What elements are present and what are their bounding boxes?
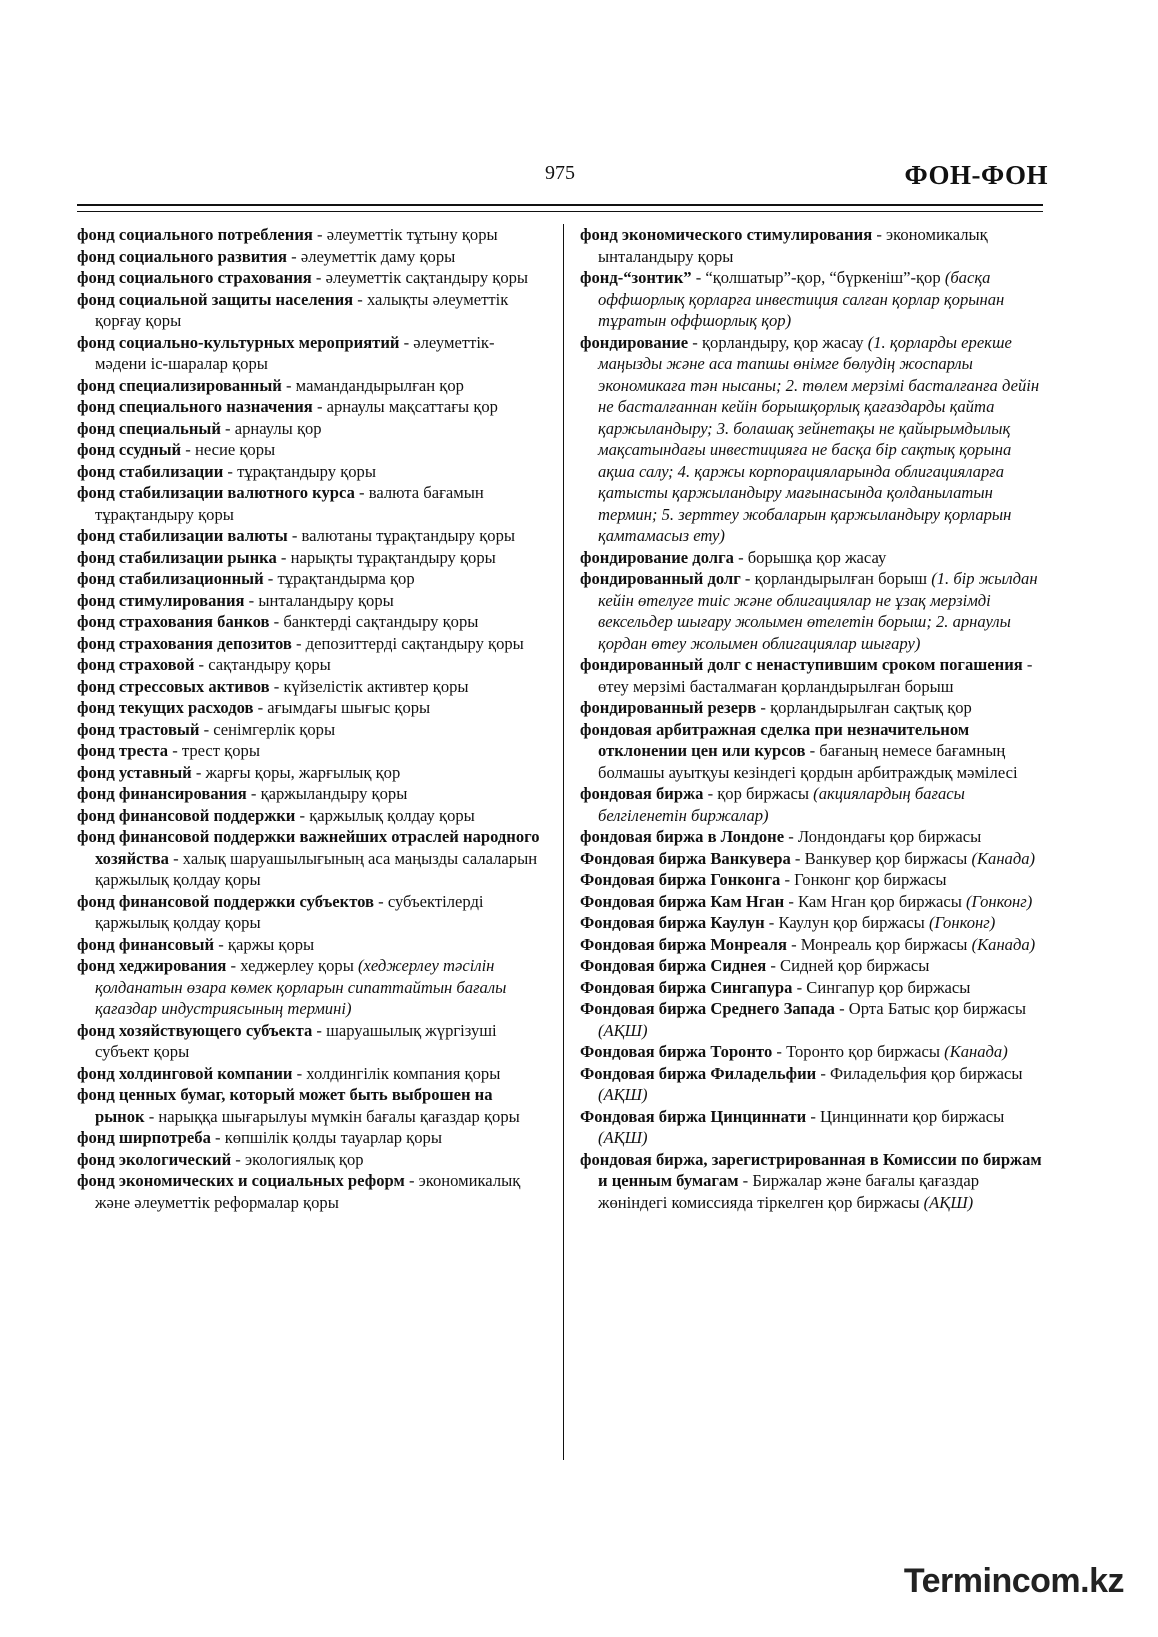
entry-definition: - Лондондағы қор биржасы xyxy=(784,827,982,846)
dictionary-entry xyxy=(580,547,1046,569)
dictionary-entry xyxy=(77,439,543,461)
entry-definition: - Ванкувер қор биржасы xyxy=(790,848,972,868)
entry-definition: - субъектілерді қаржылық қолдау қоры xyxy=(95,891,484,932)
dictionary-entry xyxy=(77,482,543,525)
entry-definition: - әлеуметтік тұтыну қоры xyxy=(312,225,498,244)
dictionary-entry xyxy=(77,289,543,332)
dictionary-entry xyxy=(580,332,1046,547)
entry-term: фонд стабилизации валюты xyxy=(77,526,288,545)
entry-definition: - холдингілік компания қоры xyxy=(292,1063,501,1083)
dictionary-entry xyxy=(77,654,543,676)
entry-term: фонд стабилизации валютного курса xyxy=(77,483,355,502)
entry-term: фонд специального назначения xyxy=(77,397,313,416)
entry-definition: - ынталандыру қоры xyxy=(244,590,394,610)
entry-term: фонд стимулирования xyxy=(77,590,245,610)
entry-definition: - шаруашылық жүргізуші субъект қоры xyxy=(95,1020,497,1061)
entry-term: фонд социального потребления xyxy=(77,225,313,244)
dictionary-entry xyxy=(580,1041,1046,1063)
entry-definition: - қорландырылған сақтық қор xyxy=(756,698,972,717)
dictionary-entry xyxy=(580,955,1046,977)
entry-definition: - көпшілік қолды тауарлар қоры xyxy=(210,1128,442,1147)
entry-definition: - әлеуметтік-мәдени іс-шаралар қоры xyxy=(95,332,495,373)
dictionary-entry xyxy=(77,762,543,784)
entry-definition: - арнаулы мақсаттағы қор xyxy=(312,397,498,416)
entry-definition: - хеджерлеу қоры xyxy=(226,956,358,975)
entry-term: фондированный долг с ненаступившим сроком погашения xyxy=(580,655,1023,674)
entry-term: фонд треста xyxy=(77,741,169,760)
entry-term: Фондовая биржа Гонконга xyxy=(580,870,781,889)
page-number: 975 xyxy=(545,162,575,184)
entry-term: фонд-“зонтик” xyxy=(580,268,692,287)
entry-definition: - Кам Нган қор биржасы xyxy=(784,891,966,911)
dictionary-entry xyxy=(580,654,1046,697)
entry-definition: - халық шаруашылығының аса маңызды салаларын қаржылық қолдау қоры xyxy=(95,848,538,889)
entry-definition: - сенімгерлік қоры xyxy=(199,719,336,739)
dictionary-entry xyxy=(580,267,1046,332)
entry-term: фонд холдинговой компании xyxy=(77,1063,293,1083)
entry-definition: - Монреаль қор биржасы xyxy=(786,934,972,954)
entry-definition: - қорландыру, қор жасау xyxy=(688,332,868,352)
entry-definition: - әлеуметтік даму қоры xyxy=(287,246,456,266)
entry-definition: - экологиялық қор xyxy=(231,1149,364,1169)
entry-definition: - Каулун қор биржасы xyxy=(764,913,929,932)
entry-note: (АҚШ) xyxy=(598,1128,648,1147)
dictionary-entry xyxy=(77,719,543,741)
entry-term: Фондовая биржа Ванкувера xyxy=(580,848,791,868)
entry-term: фонд финансовой поддержки xyxy=(77,805,296,825)
entry-definition: - экономикалық ынталандыру қоры xyxy=(598,225,988,266)
dictionary-entry xyxy=(77,332,543,375)
entry-term: фонд социально-культурных мероприятий xyxy=(77,332,400,352)
entry-term: фонд финансовый xyxy=(77,934,215,954)
entry-term: фонд экономических и социальных реформ xyxy=(77,1171,405,1190)
entry-term: фонд экологический xyxy=(77,1149,232,1169)
entry-definition: - жарғы қоры, жарғылық қор xyxy=(191,762,401,782)
entry-term: Фондовая биржа Каулун xyxy=(580,913,765,932)
entry-term: фондовая биржа, зарегистрированная в Комиссии по биржам и ценным бумагам xyxy=(580,1149,1042,1190)
entry-term: Фондовая биржа Сингапура xyxy=(580,977,793,997)
entry-note: (басқа оффшорлық қорларға инвестиция салған қорлар қорынан тұратын оффшорлық қор) xyxy=(598,268,1005,330)
entry-term: фонд ссудный xyxy=(77,440,182,459)
entry-term: фондирование xyxy=(580,332,689,352)
entry-term: фондовая биржа в Лондоне xyxy=(580,827,785,846)
entry-note: (1. бір жылдан кейін өтелуге тиіс және облигациялар не ұзақ мерзімді вексельдер шығару жолымен өтелетін борыш; 2. арнаулы қордан өтеу жолымен облигациялар шығару) xyxy=(598,569,1038,653)
dictionary-entry xyxy=(77,1063,543,1085)
entry-definition: - Гонконг қор биржасы xyxy=(780,870,947,889)
dictionary-entry xyxy=(580,697,1046,719)
entry-note: (АҚШ) xyxy=(598,1085,648,1104)
entry-definition: - депозиттерді сақтандыру қоры xyxy=(291,633,524,653)
dictionary-entry xyxy=(77,740,543,762)
entry-term: фонд страховой xyxy=(77,655,195,674)
dictionary-entry xyxy=(580,998,1046,1041)
dictionary-entry xyxy=(77,396,543,418)
entry-term: фонд стабилизационный xyxy=(77,569,264,588)
dictionary-entry xyxy=(580,783,1046,826)
entry-definition: - қаржы қоры xyxy=(214,934,315,954)
entry-definition: - қорландырылған борыш xyxy=(740,569,932,588)
entry-term: Фондовая биржа Сиднея xyxy=(580,956,767,975)
dictionary-entry xyxy=(77,676,543,698)
entry-term: фонд уставный xyxy=(77,762,192,782)
entry-term: Фондовая биржа Кам Нган xyxy=(580,891,785,911)
entry-term: фонд финансовой поддержки субъектов xyxy=(77,891,374,911)
watermark-text: Termincom.kz xyxy=(903,1562,1124,1600)
entry-note: (1. қорларды ерекше маңызды және аса тапшы өнімге бөлудің жоспарлы экономикаға тән нысаны; 2. төлем мерзімі басталғанға дейін не басталғаннан кейін борышқорлық қағаздарды қайта қаржыландыру; 3. болашақ зейнетақы не қайырымдылық мақсатындағы инвестицияға не басқа бір сақтық қорына ақша салу; 4. қаржы корпорацияларында облигацияларға қатысты қаржыландыру мағынасында қолданылатын термин; 5. зерттеу жобаларын қаржыландыру қорларын қамтамасыз ету) xyxy=(598,332,1040,545)
dictionary-entry xyxy=(580,719,1046,784)
entry-term: фонд финансирования xyxy=(77,784,247,803)
dictionary-entry xyxy=(77,224,543,246)
dictionary-entry xyxy=(77,525,543,547)
entry-note: (хеджерлеу тәсілін қолданатын өзара көмек қорларын сипаттайтын бағалы қағаздар индустриясының термині) xyxy=(95,956,507,1018)
dictionary-entry xyxy=(77,568,543,590)
watermark-logo xyxy=(904,1562,1124,1601)
entry-definition: - экономикалық және әлеуметтік реформалар қоры xyxy=(95,1171,521,1212)
entry-definition: - несие қоры xyxy=(181,440,276,459)
dictionary-entry xyxy=(77,697,543,719)
dictionary-entry xyxy=(77,934,543,956)
dictionary-entry xyxy=(77,891,543,934)
entry-term: фонд финансовой поддержки важнейших отраслей народного хозяйства xyxy=(77,827,540,868)
entry-term: фонд трастовый xyxy=(77,719,200,739)
dictionary-entry xyxy=(77,805,543,827)
entry-term: фонд социального развития xyxy=(77,246,288,266)
entry-term: фонд специальный xyxy=(77,418,221,438)
entry-definition: - валюта бағамын тұрақтандыру қоры xyxy=(95,483,484,524)
entry-definition: - қор биржасы xyxy=(703,784,814,803)
dictionary-entry xyxy=(580,869,1046,891)
entry-term: фонд хозяйствующего субъекта xyxy=(77,1020,313,1040)
entry-definition: - бағаның немесе бағамның болмашы ауытқуы кезіндегі қордын арбитраждық мәмілесі xyxy=(598,741,1018,782)
entry-definition: - қаржыландыру қоры xyxy=(246,784,408,803)
entry-term: фонд стрессовых активов xyxy=(77,676,270,696)
entry-definition: - Сидней қор биржасы xyxy=(766,956,930,975)
entry-note: (Канада) xyxy=(971,934,1036,954)
entry-term: фондирование долга xyxy=(580,547,734,567)
dictionary-entry xyxy=(77,1020,543,1063)
dictionary-entry xyxy=(580,891,1046,913)
entry-term: фондовая биржа xyxy=(580,784,704,803)
dictionary-entry xyxy=(580,848,1046,870)
entry-definition: - күйзелістік активтер қоры xyxy=(269,676,469,696)
dictionary-entry xyxy=(580,1063,1046,1106)
entry-definition: - ағымдағы шығыс қоры xyxy=(253,698,431,717)
entry-definition: - борышқа қор жасау xyxy=(733,547,887,567)
entry-note: (АҚШ) xyxy=(598,1020,648,1040)
dictionary-entry xyxy=(77,1149,543,1171)
dictionary-entry xyxy=(77,1127,543,1149)
entry-term: фонд текущих расходов xyxy=(77,698,254,717)
entry-definition: - тұрақтандыру қоры xyxy=(223,461,376,481)
dictionary-entry xyxy=(77,826,543,891)
entry-note: (Гонконг) xyxy=(966,891,1033,911)
dictionary-entry xyxy=(77,267,543,289)
entry-term: фонд стабилизации xyxy=(77,461,224,481)
entry-term: фонд хеджирования xyxy=(77,956,227,975)
entry-definition: - мамандандырылған қор xyxy=(281,375,464,395)
entry-term: Фондовая биржа Монреаля xyxy=(580,934,787,954)
dictionary-entry xyxy=(580,977,1046,999)
entry-definition: - банктерді сақтандыру қоры xyxy=(269,612,479,631)
entry-definition: - Орта Батыс қор биржасы xyxy=(834,999,1026,1018)
entry-definition: - Сингапур қор биржасы xyxy=(792,977,971,997)
entry-term: фондовая арбитражная сделка при незначительном отклонении цен или курсов xyxy=(580,719,970,760)
entry-definition: - өтеу мерзімі басталмаған қорландырылған борыш xyxy=(598,655,1033,696)
entry-term: фонд социального страхования xyxy=(77,268,312,287)
entry-definition: - сақтандыру қоры xyxy=(194,655,331,674)
entry-definition: - нарыққа шығарылуы мүмкін бағалы қағаздар қоры xyxy=(144,1106,520,1126)
dictionary-entry xyxy=(77,590,543,612)
dictionary-entry xyxy=(580,1106,1046,1149)
entry-term: фонд страхования банков xyxy=(77,612,270,631)
entry-term: фонд стабилизации рынка xyxy=(77,547,277,567)
entry-definition: - Филадельфия қор биржасы xyxy=(816,1063,1023,1083)
entry-term: Фондовая биржа Филадельфии xyxy=(580,1063,817,1083)
header-guide-words: ФОН-ФОН xyxy=(904,160,1048,190)
left-column xyxy=(77,224,543,1213)
dictionary-entry xyxy=(77,1170,543,1213)
dictionary-entry xyxy=(77,955,543,1020)
dictionary-entry xyxy=(77,783,543,805)
entry-note: (АҚШ) xyxy=(923,1192,974,1212)
entry-note: (акциялардың бағасы белгіленетін биржалар) xyxy=(598,784,965,825)
entry-term: фонд экономического стимулирования xyxy=(580,225,873,244)
right-column xyxy=(580,224,1046,1213)
entry-definition: - әлеуметтік сақтандыру қоры xyxy=(311,268,529,287)
entry-term: фонд социальной защиты населения xyxy=(77,289,354,309)
entry-definition: - валютаны тұрақтандыру қоры xyxy=(287,526,516,545)
entry-term: Фондовая биржа Цинциннати xyxy=(580,1106,807,1126)
dictionary-entry xyxy=(77,418,543,440)
entry-definition: - халықты әлеуметтік қорғау қоры xyxy=(95,289,509,330)
entry-term: фонд специализированный xyxy=(77,375,282,395)
entry-term: фондированный резерв xyxy=(580,698,757,717)
entry-note: (Канада) xyxy=(971,848,1036,868)
entry-definition: - арнаулы қор xyxy=(220,418,322,438)
entry-note: (Гонконг) xyxy=(928,913,996,932)
dictionary-entry xyxy=(580,568,1046,654)
entry-term: фонд ценных бумаг, который может быть выброшен на рынок xyxy=(77,1085,493,1126)
column-divider xyxy=(563,224,564,1460)
entry-definition: - қаржылық қолдау қоры xyxy=(295,805,475,825)
entry-definition: - тұрақтандырма қор xyxy=(263,569,415,588)
entry-note: (Канада) xyxy=(944,1042,1008,1061)
entry-term: Фондовая биржа Среднего Запада xyxy=(580,999,835,1018)
entry-definition: - трест қоры xyxy=(168,741,260,760)
entry-term: Фондовая биржа Торонто xyxy=(580,1042,773,1061)
entry-term: фондированный долг xyxy=(580,569,741,588)
dictionary-entry xyxy=(580,912,1046,934)
entry-term: фонд ширпотреба xyxy=(77,1128,211,1147)
dictionary-entry xyxy=(77,547,543,569)
dictionary-entry xyxy=(77,375,543,397)
dictionary-entry xyxy=(77,461,543,483)
entry-definition: - нарықты тұрақтандыру қоры xyxy=(276,547,496,567)
entry-definition: - Цинциннати қор биржасы xyxy=(806,1106,1005,1126)
entry-term: фонд страхования депозитов xyxy=(77,633,292,653)
dictionary-entry xyxy=(77,611,543,633)
entry-definition: - Торонто қор биржасы xyxy=(772,1042,945,1061)
entry-definition: - “қолшатыр”-қор, “бүркеніш”-қор xyxy=(691,268,945,287)
dictionary-entry xyxy=(580,224,1046,267)
header-rule-thin xyxy=(77,211,1043,212)
dictionary-entry xyxy=(580,1149,1046,1214)
dictionary-entry xyxy=(77,1084,543,1127)
dictionary-entry xyxy=(77,633,543,655)
entry-definition: - Биржалар және бағалы қағаздар жөніндегі комиссияда тіркелген қор биржасы xyxy=(598,1171,980,1212)
dictionary-entry xyxy=(580,826,1046,848)
dictionary-entry xyxy=(580,934,1046,956)
dictionary-entry xyxy=(77,246,543,268)
header-rule-thick xyxy=(77,204,1043,206)
